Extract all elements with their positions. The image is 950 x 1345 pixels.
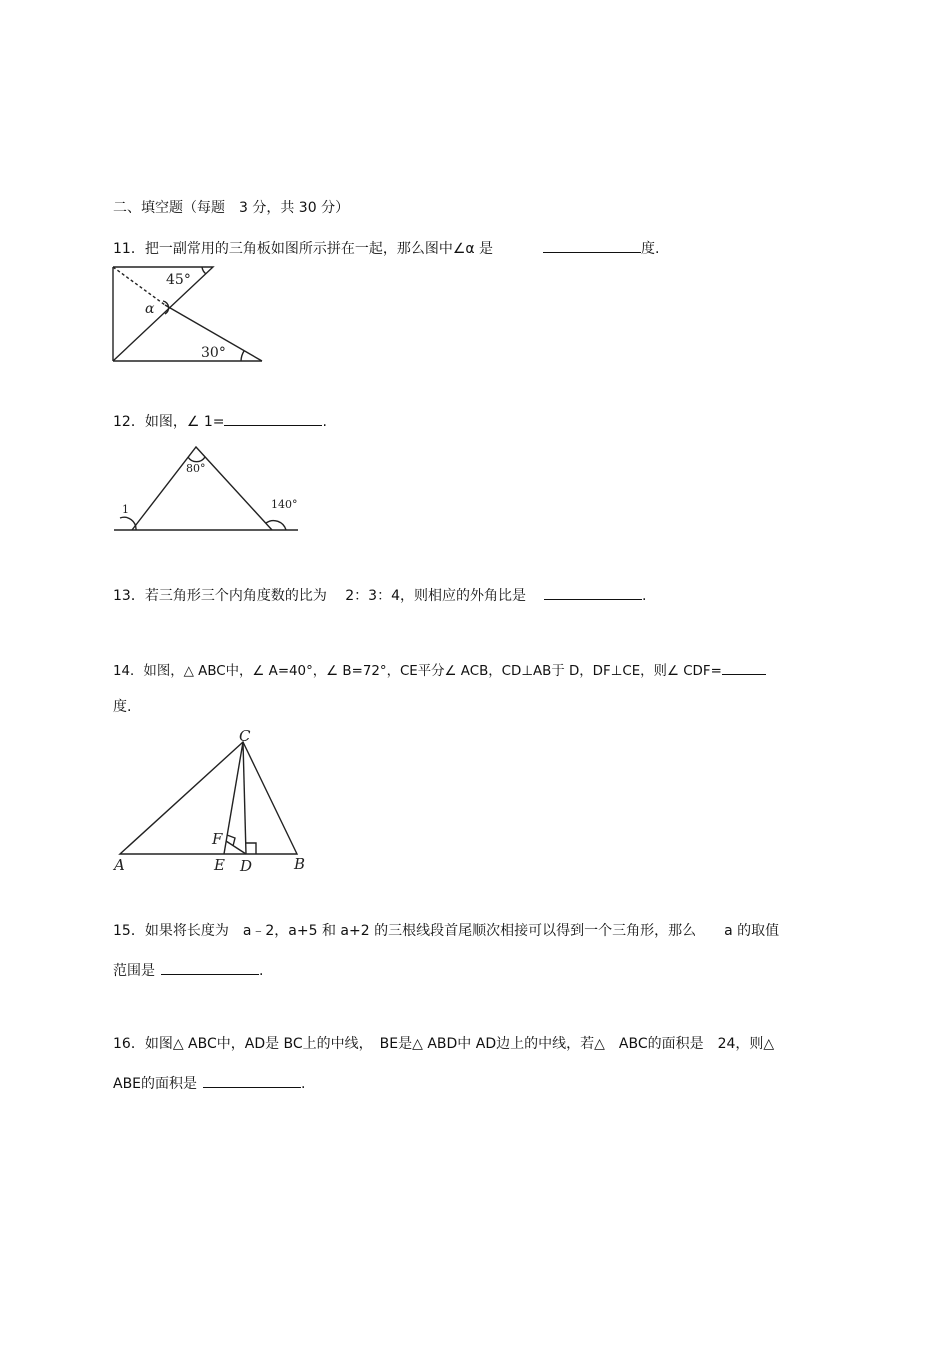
label-30: 30° <box>201 345 226 361</box>
question-14 <box>113 660 766 681</box>
question-16: 16．如图△ ABC中，AD是 BC上的中线， BE是△ ABD中 AD边上的中线，若△ ABC的面积是 24，则△ <box>113 1036 775 1052</box>
question-12 <box>113 411 327 431</box>
question-11-suffix: 度. <box>641 241 660 257</box>
question-15: 15．如果将长度为 a﹣2，a+5 和 a+2 的三根线段首尾顺次相接可以得到一个三角形，那么 a 的取值 <box>113 923 780 939</box>
figure-q11 <box>110 264 270 364</box>
question-12-suffix: . <box>322 414 327 430</box>
figure-q12 <box>112 445 302 535</box>
answer-blank-14[interactable] <box>722 660 766 675</box>
question-15-line2 <box>113 960 263 980</box>
question-16-line2 <box>113 1073 305 1093</box>
question-13-suffix: . <box>642 588 647 604</box>
label-D: D <box>240 857 253 875</box>
answer-blank-12[interactable] <box>224 411 322 426</box>
question-16-line2-text: ABE的面积是 <box>113 1076 198 1092</box>
label-alpha: α <box>145 301 155 317</box>
label-B: B <box>294 855 306 873</box>
label-E: E <box>214 856 225 874</box>
question-13-text: 13．若三角形三个内角度数的比为 2：3：4，则相应的外角比是 <box>113 588 526 604</box>
answer-blank-11[interactable] <box>543 238 641 253</box>
answer-blank-16[interactable] <box>203 1073 301 1088</box>
answer-blank-13[interactable] <box>544 585 642 600</box>
figure-q14 <box>110 728 320 873</box>
question-11 <box>113 238 660 258</box>
question-14-line2: 度. <box>113 699 132 715</box>
question-15-suffix: . <box>259 963 264 979</box>
label-45: 45° <box>166 272 191 288</box>
label-1: 1 <box>122 503 129 516</box>
question-13 <box>113 585 646 605</box>
section-heading: 二、填空题（每题 3 分，共 30 分） <box>113 200 350 216</box>
label-140: 140° <box>271 498 298 511</box>
question-14-text: 14．如图，△ ABC中，∠ A=40°，∠ B=72°，CE平分∠ ACB，CD⊥AB于 D，DF⊥CE，则∠ CDF= <box>113 664 722 679</box>
question-11-text: 11．把一副常用的三角板如图所示拼在一起，那么图中∠α 是 <box>113 241 494 257</box>
question-16-suffix: . <box>301 1076 306 1092</box>
label-F: F <box>212 830 223 848</box>
question-15-line2-text: 范围是 <box>113 963 155 979</box>
question-12-text: 12．如图，∠ 1= <box>113 414 225 430</box>
label-C: C <box>239 727 251 745</box>
answer-blank-15[interactable] <box>161 960 259 975</box>
label-A: A <box>114 856 125 874</box>
label-80: 80° <box>186 462 206 475</box>
